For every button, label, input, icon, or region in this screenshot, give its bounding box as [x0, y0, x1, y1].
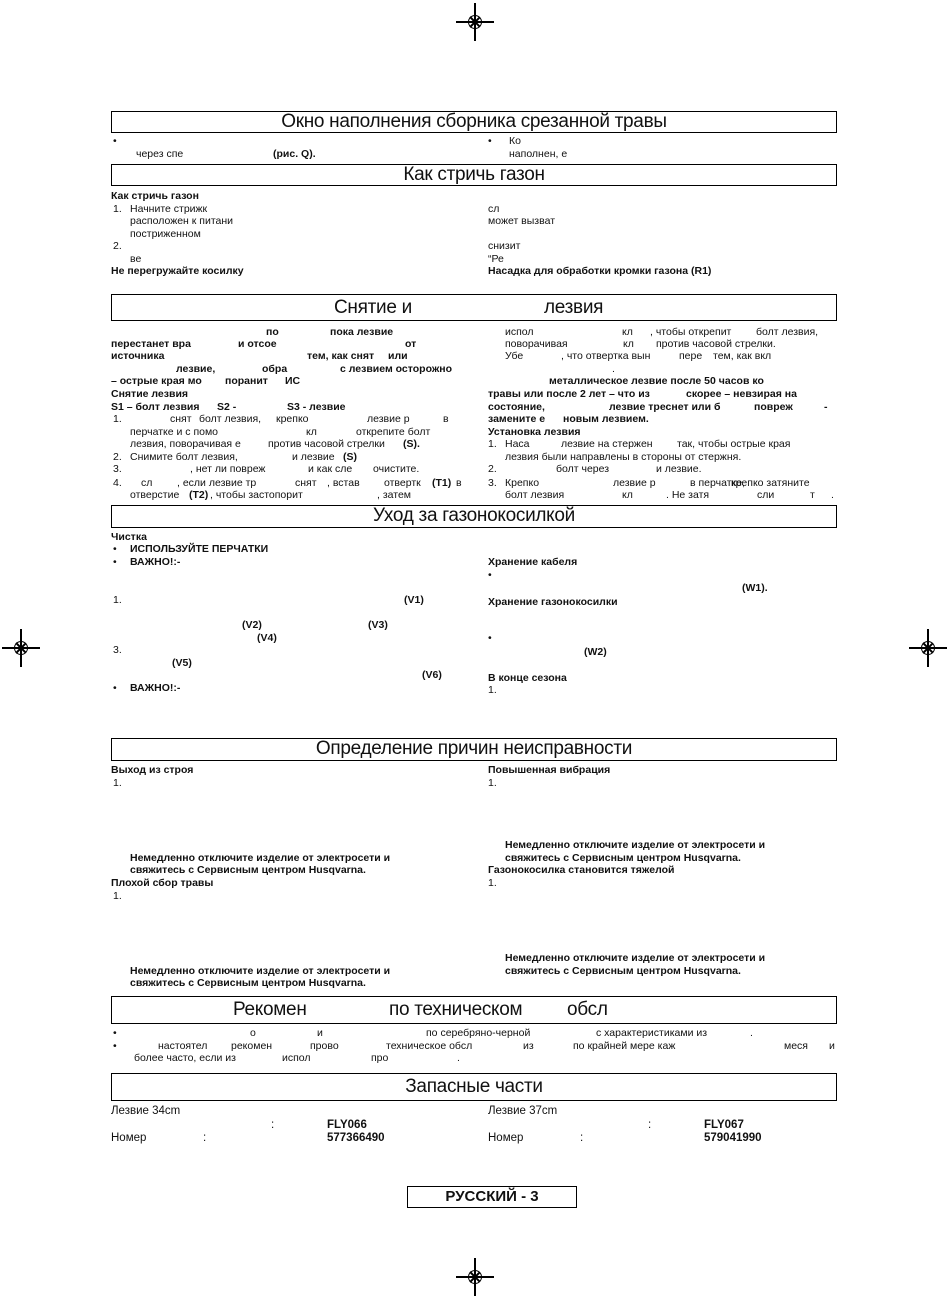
- text-fragment: сл: [488, 203, 500, 215]
- text-fragment: Крепко: [505, 477, 540, 489]
- registration-mark-icon: [466, 1268, 484, 1286]
- section-title-grass-window: Окно наполнения сборника срезанной травы: [111, 111, 837, 133]
- text-fragment: прово: [310, 1040, 339, 1052]
- text-fragment: ВАЖНО!:-: [130, 556, 181, 568]
- text-fragment: лезвие р: [613, 477, 656, 489]
- bullet: •: [488, 135, 492, 147]
- text-fragment: . Не затя: [666, 489, 710, 501]
- text-fragment: :: [271, 1119, 275, 1131]
- text-fragment: с характеристиками из: [596, 1027, 708, 1039]
- list-number: 1.: [488, 438, 497, 450]
- warning-text: свяжитесь с Сервисным центром Husqvarna.: [130, 977, 366, 989]
- warning-text: Немедленно отключите изделие от электросети и: [130, 852, 391, 864]
- part-number: 579041990: [704, 1132, 762, 1144]
- section-title-care: Уход за газонокосилкой: [111, 505, 837, 528]
- text-fragment: .: [831, 489, 834, 501]
- figure-ref: (V3): [368, 619, 388, 631]
- registration-mark-icon: [919, 639, 937, 657]
- text-fragment: кл: [623, 338, 634, 350]
- subheading: Повышенная вибрация: [488, 764, 611, 776]
- text-fragment: пере: [679, 350, 703, 362]
- list-number: 3.: [488, 477, 497, 489]
- text-fragment: , затем: [377, 489, 412, 501]
- subheading: Хранение кабеля: [488, 556, 578, 568]
- text-fragment: лезвия были направлены в стороны от стержня.: [505, 451, 742, 463]
- bullet: •: [488, 569, 492, 581]
- text-fragment: снизит: [488, 240, 521, 252]
- text-fragment: по серебряно-черной: [426, 1027, 531, 1039]
- figure-ref: (рис. Q).: [273, 148, 316, 160]
- bullet: •: [113, 135, 117, 147]
- text-fragment: через спе: [136, 148, 184, 160]
- text-fragment: сл: [141, 477, 153, 489]
- warning-text: свяжитесь с Сервисным центром Husqvarna.: [130, 864, 366, 876]
- text-fragment: болт лезвия,: [756, 326, 819, 338]
- text-fragment: поворачивая: [505, 338, 568, 350]
- text-fragment: тем, как снят: [307, 350, 375, 362]
- text-fragment: так, чтобы острые края: [677, 438, 791, 450]
- registration-mark-icon: [12, 639, 30, 657]
- registration-mark-icon: [466, 13, 484, 31]
- section-title-troubleshooting: Определение причин неисправности: [111, 738, 837, 761]
- part-code: FLY066: [327, 1119, 367, 1131]
- subheading: Снятие лезвия: [111, 388, 189, 400]
- text-fragment: “Ре: [488, 253, 504, 265]
- text-fragment: от: [405, 338, 417, 350]
- bullet: •: [113, 556, 117, 568]
- text-fragment: или: [388, 350, 408, 362]
- text-fragment: снят: [170, 413, 192, 425]
- list-number: 1.: [113, 890, 122, 902]
- subheading: Хранение газонокосилки: [488, 596, 618, 608]
- text-fragment: очистите.: [373, 463, 420, 475]
- text-fragment: лезвие на стержен: [561, 438, 653, 450]
- part-number-label: Номер: [111, 1132, 147, 1144]
- list-number: 1.: [488, 684, 497, 696]
- text-fragment: Начните стрижк: [130, 203, 208, 215]
- subheading: Плохой сбор травы: [111, 877, 214, 889]
- text-fragment: источника: [111, 350, 165, 362]
- title-part: по техническом: [389, 999, 523, 1020]
- text-fragment: , что отвертка вын: [561, 350, 651, 362]
- text-fragment: техническое обсл: [386, 1040, 473, 1052]
- figure-ref: (V1): [404, 594, 424, 606]
- warning-text: свяжитесь с Сервисным центром Husqvarna.: [505, 965, 741, 977]
- text-fragment: :: [203, 1132, 207, 1144]
- text-fragment: ве: [130, 253, 142, 265]
- figure-ref: (T2): [189, 489, 209, 501]
- text-fragment: и как сле: [308, 463, 353, 475]
- text-fragment: с лезвием осторожно: [340, 363, 453, 375]
- text-fragment: Снимите болт лезвия,: [130, 451, 238, 463]
- figure-ref: (V4): [257, 632, 277, 644]
- figure-ref: (S): [343, 451, 357, 463]
- text-fragment: S2 -: [217, 401, 237, 413]
- list-number: 2.: [113, 240, 122, 252]
- text-fragment: из: [523, 1040, 534, 1052]
- text-fragment: .: [750, 1027, 753, 1039]
- list-number: 3.: [113, 463, 122, 475]
- text-fragment: про: [371, 1052, 389, 1064]
- list-number: 4.: [113, 477, 122, 489]
- text-fragment: настоятел: [158, 1040, 208, 1052]
- text-fragment: .: [612, 363, 615, 375]
- text-fragment: снят: [295, 477, 317, 489]
- text-fragment: и лезвие.: [656, 463, 702, 475]
- figure-ref: (S).: [403, 438, 420, 450]
- text-fragment: более часто, если из: [134, 1052, 236, 1064]
- text-fragment: и: [317, 1027, 323, 1039]
- text-fragment: болт лезвия: [505, 489, 565, 501]
- text-fragment: кл: [306, 426, 317, 438]
- text-fragment: наполнен, е: [509, 148, 568, 160]
- text-fragment: рекомен: [231, 1040, 273, 1052]
- text-fragment: :: [580, 1132, 584, 1144]
- section-title-blade: [111, 294, 837, 321]
- subheading: Лезвие 34cm: [111, 1105, 181, 1117]
- part-number: 577366490: [327, 1132, 385, 1144]
- subheading: Не перегружайте косилку: [111, 265, 244, 277]
- bullet: •: [113, 1027, 117, 1039]
- text-fragment: Наса: [505, 438, 530, 450]
- text-fragment: в: [456, 477, 462, 489]
- figure-ref: (V6): [422, 669, 442, 681]
- text-fragment: в перчатке,: [690, 477, 745, 489]
- text-fragment: .: [457, 1052, 460, 1064]
- text-fragment: по: [266, 326, 279, 338]
- subheading: Насадка для обработки кромки газона (R1): [488, 265, 712, 277]
- text-fragment: испол: [505, 326, 534, 338]
- section-title-how-to-mow: Как стричь газон: [111, 164, 837, 186]
- text-fragment: S3 - лезвие: [287, 401, 346, 413]
- warning-text: Немедленно отключите изделие от электросети и: [505, 839, 766, 851]
- title-part: Снятие и: [334, 297, 412, 318]
- text-fragment: перестанет вра: [111, 338, 191, 350]
- text-fragment: скорее – невзирая на: [686, 388, 797, 400]
- text-fragment: сли: [757, 489, 775, 501]
- text-fragment: травы или после 2 лет – что из: [488, 388, 650, 400]
- figure-ref: (W1).: [742, 582, 768, 594]
- list-number: 1.: [488, 777, 497, 789]
- text-fragment: лезвие,: [176, 363, 216, 375]
- figure-ref: (V5): [172, 657, 192, 669]
- title-part: обсл: [567, 999, 608, 1020]
- text-fragment: S1 – болт лезвия: [111, 401, 200, 413]
- text-fragment: кл: [622, 489, 633, 501]
- text-fragment: обра: [262, 363, 288, 375]
- subheading: Установка лезвия: [488, 426, 581, 438]
- text-fragment: о: [250, 1027, 256, 1039]
- text-fragment: – острые края мо: [111, 375, 202, 387]
- text-fragment: может вызват: [488, 215, 555, 227]
- text-fragment: болт лезвия,: [199, 413, 262, 425]
- text-fragment: перчатке и с помо: [130, 426, 219, 438]
- text-fragment: и отсое: [238, 338, 277, 350]
- list-number: 3.: [113, 644, 122, 656]
- text-fragment: по крайней мере каж: [573, 1040, 676, 1052]
- text-fragment: расположен к питани: [130, 215, 234, 227]
- text-fragment: :: [648, 1119, 652, 1131]
- title-part: лезвия: [544, 297, 604, 318]
- list-number: 2.: [113, 451, 122, 463]
- list-number: 1.: [113, 203, 122, 215]
- page-number-label: РУССКИЙ - 3: [407, 1186, 577, 1208]
- bullet: •: [113, 1040, 117, 1052]
- text-fragment: ИС: [285, 375, 301, 387]
- text-fragment: состояние,: [488, 401, 545, 413]
- subheading: Как стричь газон: [111, 190, 199, 202]
- text-fragment: крепко затяните: [731, 477, 810, 489]
- text-fragment: , чтобы застопорит: [210, 489, 303, 501]
- part-number-label: Номер: [488, 1132, 524, 1144]
- text-fragment: против часовой стрелки: [268, 438, 385, 450]
- text-fragment: лезвие р: [367, 413, 410, 425]
- text-fragment: испол: [282, 1052, 311, 1064]
- text-fragment: в: [443, 413, 449, 425]
- text-fragment: отвертк: [384, 477, 421, 489]
- text-fragment: , если лезвие тр: [177, 477, 257, 489]
- subheading: Выход из строя: [111, 764, 194, 776]
- part-code: FLY067: [704, 1119, 744, 1131]
- section-title-parts: Запасные части: [111, 1073, 837, 1101]
- text-fragment: отверстие: [130, 489, 180, 501]
- text-fragment: т: [810, 489, 815, 501]
- text-fragment: кл: [622, 326, 633, 338]
- list-number: 1.: [113, 413, 122, 425]
- warning-text: свяжитесь с Сервисным центром Husqvarna.: [505, 852, 741, 864]
- text-fragment: меся: [784, 1040, 808, 1052]
- text-fragment: , встав: [327, 477, 360, 489]
- title-part: Рекомен: [233, 999, 307, 1020]
- text-fragment: , чтобы открепит: [650, 326, 732, 338]
- list-number: 1.: [113, 777, 122, 789]
- text-fragment: лезвия, поворачивая е: [130, 438, 241, 450]
- text-fragment: новым лезвием.: [563, 413, 649, 425]
- text-fragment: и: [829, 1040, 835, 1052]
- warning-text: Немедленно отключите изделие от электросети и: [505, 952, 766, 964]
- subheading: Чистка: [111, 531, 147, 543]
- text-fragment: , нет ли повреж: [190, 463, 266, 475]
- bullet: •: [113, 682, 117, 694]
- figure-ref: (V2): [242, 619, 262, 631]
- text-fragment: ВАЖНО!:-: [130, 682, 181, 694]
- text-fragment: металлическое лезвие после 50 часов ко: [549, 375, 764, 387]
- text-fragment: открепите болт: [356, 426, 431, 438]
- text-fragment: повреж: [754, 401, 793, 413]
- list-number: 2.: [488, 463, 497, 475]
- section-title-recommend: [111, 996, 837, 1024]
- bullet: •: [488, 632, 492, 644]
- subheading: Лезвие 37cm: [488, 1105, 558, 1117]
- figure-ref: (T1): [432, 477, 452, 489]
- text-fragment: пока лезвие: [330, 326, 394, 338]
- subheading: В конце сезона: [488, 672, 567, 684]
- text-fragment: поранит: [225, 375, 268, 387]
- text-fragment: лезвие треснет или б: [609, 401, 721, 413]
- text-fragment: болт через: [556, 463, 610, 475]
- list-number: 1.: [488, 877, 497, 889]
- warning-text: Немедленно отключите изделие от электросети и: [130, 965, 391, 977]
- text-fragment: против часовой стрелки.: [656, 338, 776, 350]
- subheading: Газонокосилка становится тяжелой: [488, 864, 675, 876]
- text-fragment: и лезвие: [292, 451, 335, 463]
- figure-ref: (W2): [584, 646, 607, 658]
- list-number: 1.: [113, 594, 122, 606]
- text-fragment: замените е: [488, 413, 546, 425]
- text-fragment: ИСПОЛЬЗУЙТЕ ПЕРЧАТКИ: [130, 543, 269, 555]
- text-fragment: -: [824, 401, 828, 413]
- text-fragment: тем, как вкл: [713, 350, 772, 362]
- text-fragment: крепко: [276, 413, 309, 425]
- bullet: •: [113, 543, 117, 555]
- text-fragment: Ко: [509, 135, 521, 147]
- text-fragment: Убе: [505, 350, 524, 362]
- text-fragment: постриженном: [130, 228, 201, 240]
